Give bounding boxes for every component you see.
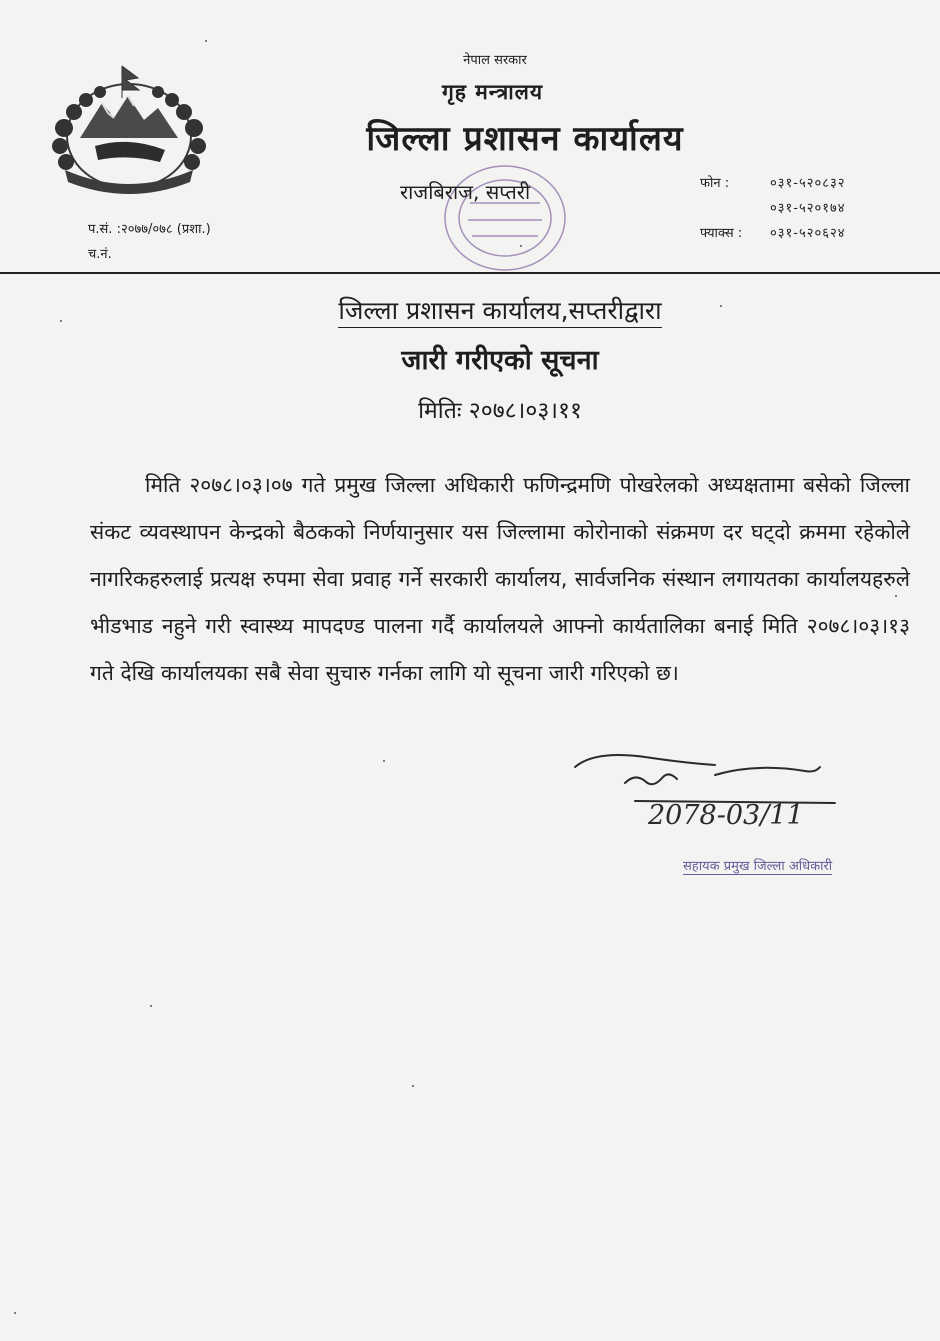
- scan-speck: [383, 760, 385, 762]
- office-stamp-icon: [440, 158, 570, 282]
- notice-title-text: जिल्ला प्रशासन कार्यालय,सप्तरीद्वारा: [338, 296, 661, 328]
- dispatch-number: च.नं.: [88, 247, 112, 262]
- office-location: राजबिराज, सप्तरी: [400, 180, 531, 204]
- government-label: नेपाल सरकार: [463, 53, 527, 68]
- scan-speck: [150, 1005, 152, 1007]
- scan-speck: [205, 40, 207, 42]
- notice-body-text: मिति २०७८।०३।०७ गते प्रमुख जिल्ला अधिकारी फणिन्द्रमणि पोखरेलको अध्यक्षतामा बसेको जिल्ला संकट व्यवस्थापन केन्द्रको बैठकको निर्णयानुसार यस जिल्लामा कोरोनाको संक्रमण दर घट्दो क्रममा रहेकोले नागरिकहरुलाई प्रत्यक्ष रुपमा सेवा प्रवाह गर्ने सरकारी कार्यालय, सार्वजनिक संस्थान लगायतका कार्यालयहरुले भीडभाड नहुने गरी स्वास्थ्य मापदण्ड पालना गर्दै कार्यालयले आफ्नो कार्यतालिका बनाई मिति २०७८।०३।१३ गते देखि कार्यालयका सबै सेवा सुचारु गर्नका लागि यो सूचना जारी गरिएको छ।: [90, 473, 910, 685]
- ministry-name: गृह मन्त्रालय: [441, 80, 544, 104]
- office-name: जिल्ला प्रशासन कार्यालय: [366, 119, 684, 159]
- signatory-title-stamp: सहायक प्रमुख जिल्ला अधिकारी: [683, 856, 832, 875]
- notice-body: [90, 462, 910, 697]
- phone-row: [700, 171, 885, 196]
- contact-value: ०३१-५२०६२४: [770, 226, 846, 241]
- scan-speck: [60, 320, 62, 322]
- scan-speck: [720, 305, 722, 307]
- reference-number: प.सं. :२०७७/०७८ (प्रशा.): [88, 222, 211, 237]
- phone-row: [700, 196, 885, 221]
- scan-speck: [520, 245, 522, 247]
- contact-block: [700, 171, 885, 246]
- contact-label: [700, 196, 770, 221]
- contact-value: ०३१-५२०८३२: [770, 176, 846, 191]
- scan-speck: [412, 1085, 414, 1087]
- scan-speck: [14, 1312, 16, 1314]
- contact-label: फ्याक्स :: [700, 226, 743, 241]
- contact-label: फोन :: [700, 176, 730, 191]
- header-divider: [0, 272, 940, 274]
- signature-date: 2078-03/11: [648, 800, 804, 831]
- scan-speck: [895, 595, 897, 597]
- notice-date: मितिः २०७८।०३।११: [418, 398, 582, 424]
- notice-subtitle: जारी गरीएको सूचना: [401, 345, 599, 376]
- fax-row: [700, 221, 885, 246]
- contact-value: ०३१-५२०१७४: [770, 201, 846, 216]
- notice-title: [0, 293, 940, 327]
